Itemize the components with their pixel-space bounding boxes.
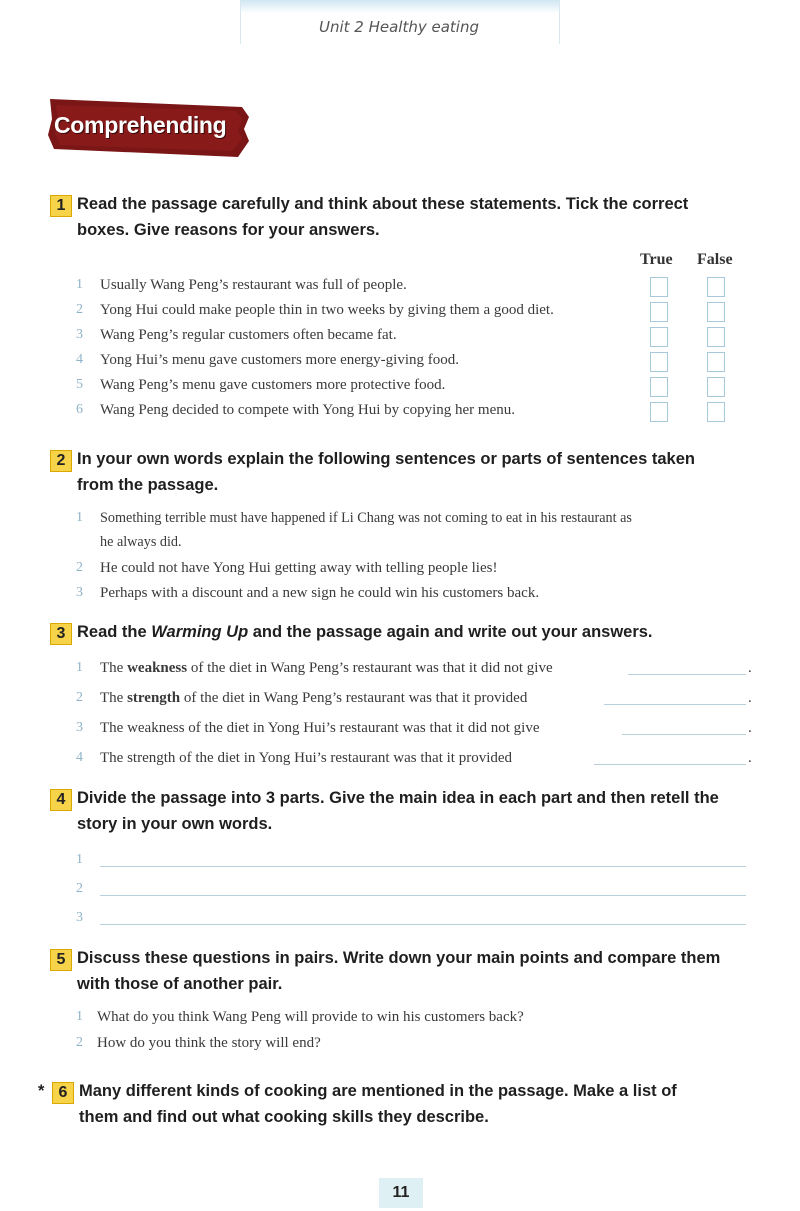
answer-blank[interactable] <box>594 748 746 765</box>
list-item: 6 Wang Peng decided to compete with Yong Hui by copying her menu. <box>76 398 766 423</box>
list-item: 3 <box>76 906 766 935</box>
false-checkbox[interactable] <box>707 302 725 322</box>
question-1-text: Read the passage carefully and think about these statements. Tick the correct boxes. Give reasons for your answers. <box>77 195 689 239</box>
question-4-lines <box>76 848 766 935</box>
question-2-number: 2 <box>50 450 72 472</box>
list-item: 1 What do you think Wang Peng will provide to win his customers back? <box>76 1009 524 1025</box>
true-label: True <box>640 251 673 268</box>
optional-star: * <box>38 1082 45 1100</box>
answer-blank[interactable] <box>628 658 746 675</box>
list-item: 4 Yong Hui’s menu gave customers more energy-giving food. <box>76 348 766 373</box>
answer-blank[interactable] <box>622 718 746 735</box>
question-3-items <box>76 656 766 776</box>
true-checkbox[interactable] <box>650 277 668 297</box>
list-item: 1 Something terrible must have happened if Li Chang was not coming to eat in his restaurant as he always did. <box>76 510 632 550</box>
page-number: 11 <box>379 1178 423 1208</box>
list-item: 2 The strength of the diet in Wang Peng’s restaurant was that it provided . <box>76 690 752 706</box>
question-5-number: 5 <box>50 949 72 971</box>
question-5-items <box>76 1005 766 1057</box>
true-checkbox[interactable] <box>650 377 668 397</box>
list-item: 2 He could not have Yong Hui getting away with telling people lies! <box>76 560 498 576</box>
list-item: 2 Yong Hui could make people thin in two weeks by giving them a good diet. <box>76 298 766 323</box>
question-6-number: 6 <box>52 1082 74 1104</box>
answer-blank[interactable] <box>604 688 746 705</box>
question-1-number: 1 <box>50 195 72 217</box>
list-item: 3 Perhaps with a discount and a new sign he could win his customers back. <box>76 585 540 601</box>
section-title: Comprehending <box>54 112 227 138</box>
question-3-number: 3 <box>50 623 72 645</box>
list-item: 3 The weakness of the diet in Yong Hui’s restaurant was that it did not give . <box>76 720 752 736</box>
question-4-number: 4 <box>50 789 72 811</box>
list-item: 5 Wang Peng’s menu gave customers more protective food. <box>76 373 766 398</box>
true-checkbox[interactable] <box>650 327 668 347</box>
answer-line[interactable] <box>100 908 746 925</box>
list-item: 1 Usually Wang Peng’s restaurant was full of people. <box>76 273 766 298</box>
answer-line[interactable] <box>100 879 746 896</box>
unit-title: Unit 2 Healthy eating <box>318 18 479 36</box>
false-checkbox[interactable] <box>707 277 725 297</box>
list-item: 4 The strength of the diet in Yong Hui’s restaurant was that it provided . <box>76 750 752 766</box>
question-3-text: Read the Warming Up and the passage again and write out your answers. <box>77 623 653 641</box>
question-6-text: Many different kinds of cooking are mentioned in the passage. Make a list of them and find out what cooking skills they describe. <box>79 1082 677 1126</box>
false-label: False <box>697 251 733 268</box>
list-item: 1 The weakness of the diet in Wang Peng’s restaurant was that it did not give . <box>76 660 752 676</box>
question-2-items <box>76 506 766 606</box>
true-checkbox[interactable] <box>650 302 668 322</box>
false-checkbox[interactable] <box>707 352 725 372</box>
true-checkbox[interactable] <box>650 352 668 372</box>
list-item: 3 Wang Peng’s regular customers often became fat. <box>76 323 766 348</box>
false-checkbox[interactable] <box>707 327 725 347</box>
true-checkbox[interactable] <box>650 402 668 422</box>
question-2-text: In your own words explain the following sentences or parts of sentences taken from the passage. <box>77 450 695 494</box>
question-4-text: Divide the passage into 3 parts. Give the main idea in each part and then retell the story in your own words. <box>77 789 719 833</box>
false-checkbox[interactable] <box>707 377 725 397</box>
list-item: 1 <box>76 848 766 877</box>
question-1-items <box>76 273 766 423</box>
list-item: 2 <box>76 877 766 906</box>
list-item: 2 How do you think the story will end? <box>76 1035 321 1051</box>
false-checkbox[interactable] <box>707 402 725 422</box>
question-5-text: Discuss these questions in pairs. Write down your main points and compare them with those of another pair. <box>77 949 721 993</box>
answer-line[interactable] <box>100 850 746 867</box>
